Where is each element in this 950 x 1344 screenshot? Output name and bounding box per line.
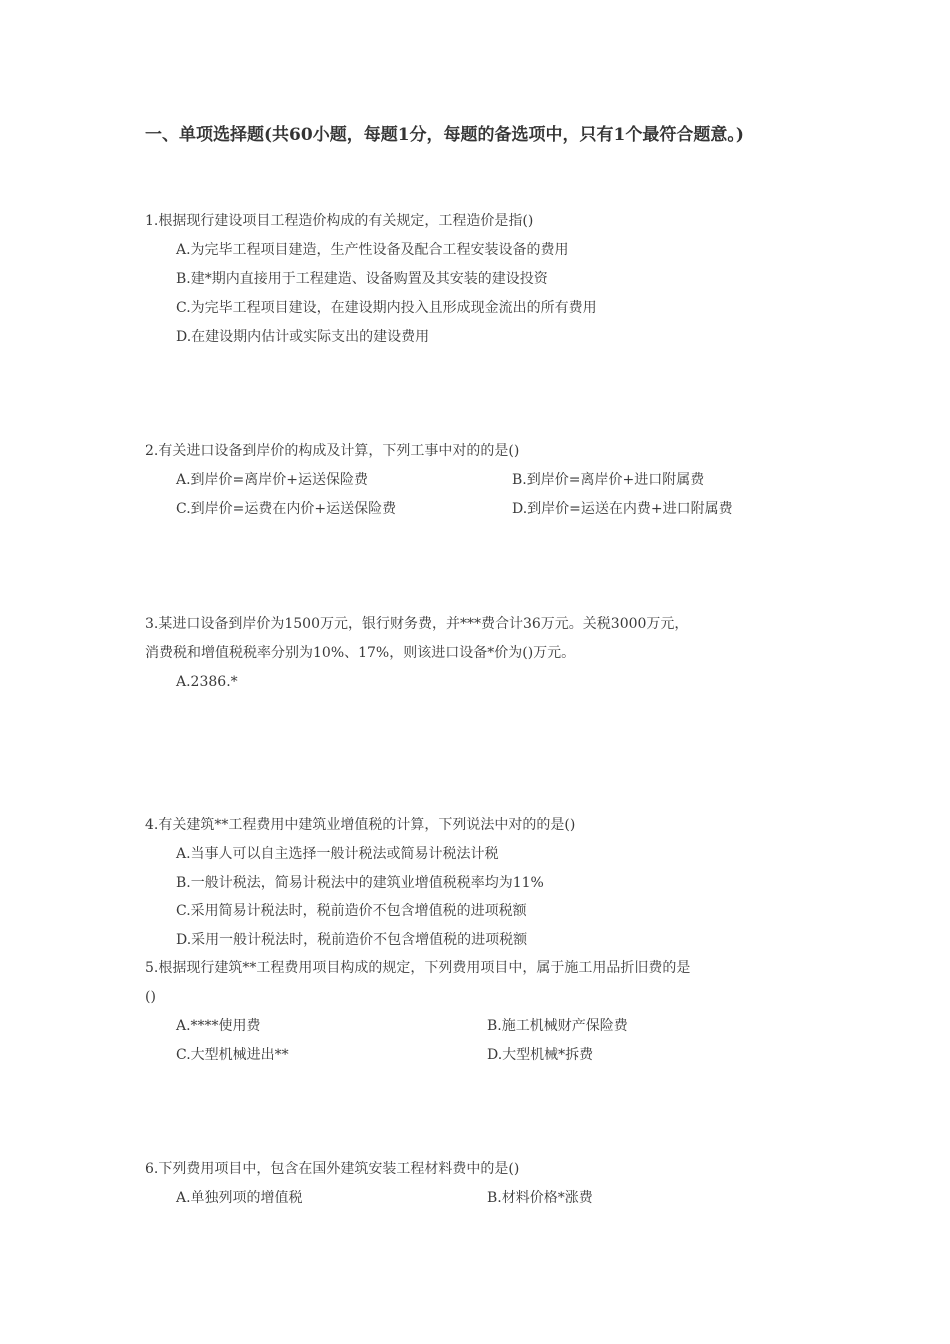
section-title: 一、单项选择题(共60小题，每题1分，每题的备选项中，只有1个最符合题意。) xyxy=(145,125,744,145)
question-2-option-c: C.到岸价=运费在内价+运送保险费 xyxy=(176,501,397,517)
question-4-option-c: C.采用简易计税法时，税前造价不包含增值税的进项税额 xyxy=(176,903,527,919)
question-1-stem: 1.根据现行建设项目工程造价构成的有关规定，工程造价是指() xyxy=(145,213,534,229)
question-3-stem-line-2: 消费税和增值税税率分别为10%、17%，则该进口设备*价为()万元。 xyxy=(145,645,576,661)
question-6-stem: 6.下列费用项目中，包含在国外建筑安装工程材料费中的是() xyxy=(145,1161,520,1177)
question-3-option-a: A.2386.* xyxy=(176,674,238,690)
question-5-stem-line-2: () xyxy=(145,989,156,1005)
question-4-option-d: D.采用一般计税法时，税前造价不包含增值税的进项税额 xyxy=(176,932,528,948)
question-5-option-b: B.施工机械财产保险费 xyxy=(487,1018,628,1034)
question-5-stem-line-1: 5.根据现行建筑**工程费用项目构成的规定，下列费用项目中，属于施工用品折旧费的是 xyxy=(145,960,691,976)
question-4-stem: 4.有关建筑**工程费用中建筑业增值税的计算，下列说法中对的的是() xyxy=(145,817,576,833)
question-5-option-a: A.****使用费 xyxy=(176,1018,261,1034)
question-1-option-c: C.为完毕工程项目建设，在建设期内投入且形成现金流出的所有费用 xyxy=(176,300,597,316)
question-1-option-b: B.建*期内直接用于工程建造、设备购置及其安装的建设投资 xyxy=(176,271,548,287)
question-2-option-d: D.到岸价=运送在内费+进口附属费 xyxy=(512,501,733,517)
question-6-option-a: A.单独列项的增值税 xyxy=(176,1190,303,1206)
question-6-option-b: B.材料价格*涨费 xyxy=(487,1190,593,1206)
question-1-option-d: D.在建设期内估计或实际支出的建设费用 xyxy=(176,329,430,345)
question-2-option-b: B.到岸价=离岸价+进口附属费 xyxy=(512,472,705,488)
question-4-option-a: A.当事人可以自主选择一般计税法或简易计税法计税 xyxy=(176,846,499,862)
question-5-option-d: D.大型机械*拆费 xyxy=(487,1047,594,1063)
question-2-stem: 2.有关进口设备到岸价的构成及计算，下列工事中对的的是() xyxy=(145,443,520,459)
question-2-option-a: A.到岸价=离岸价+运送保险费 xyxy=(176,472,369,488)
question-1-option-a: A.为完毕工程项目建造，生产性设备及配合工程安装设备的费用 xyxy=(176,242,569,258)
question-5-option-c: C.大型机械进出** xyxy=(176,1047,289,1063)
question-4-option-b: B.一般计税法，简易计税法中的建筑业增值税税率均为11% xyxy=(176,875,544,891)
question-3-stem-line-1: 3.某进口设备到岸价为1500万元，银行财务费，并***费合计36万元。关税3000万元， xyxy=(145,616,689,632)
